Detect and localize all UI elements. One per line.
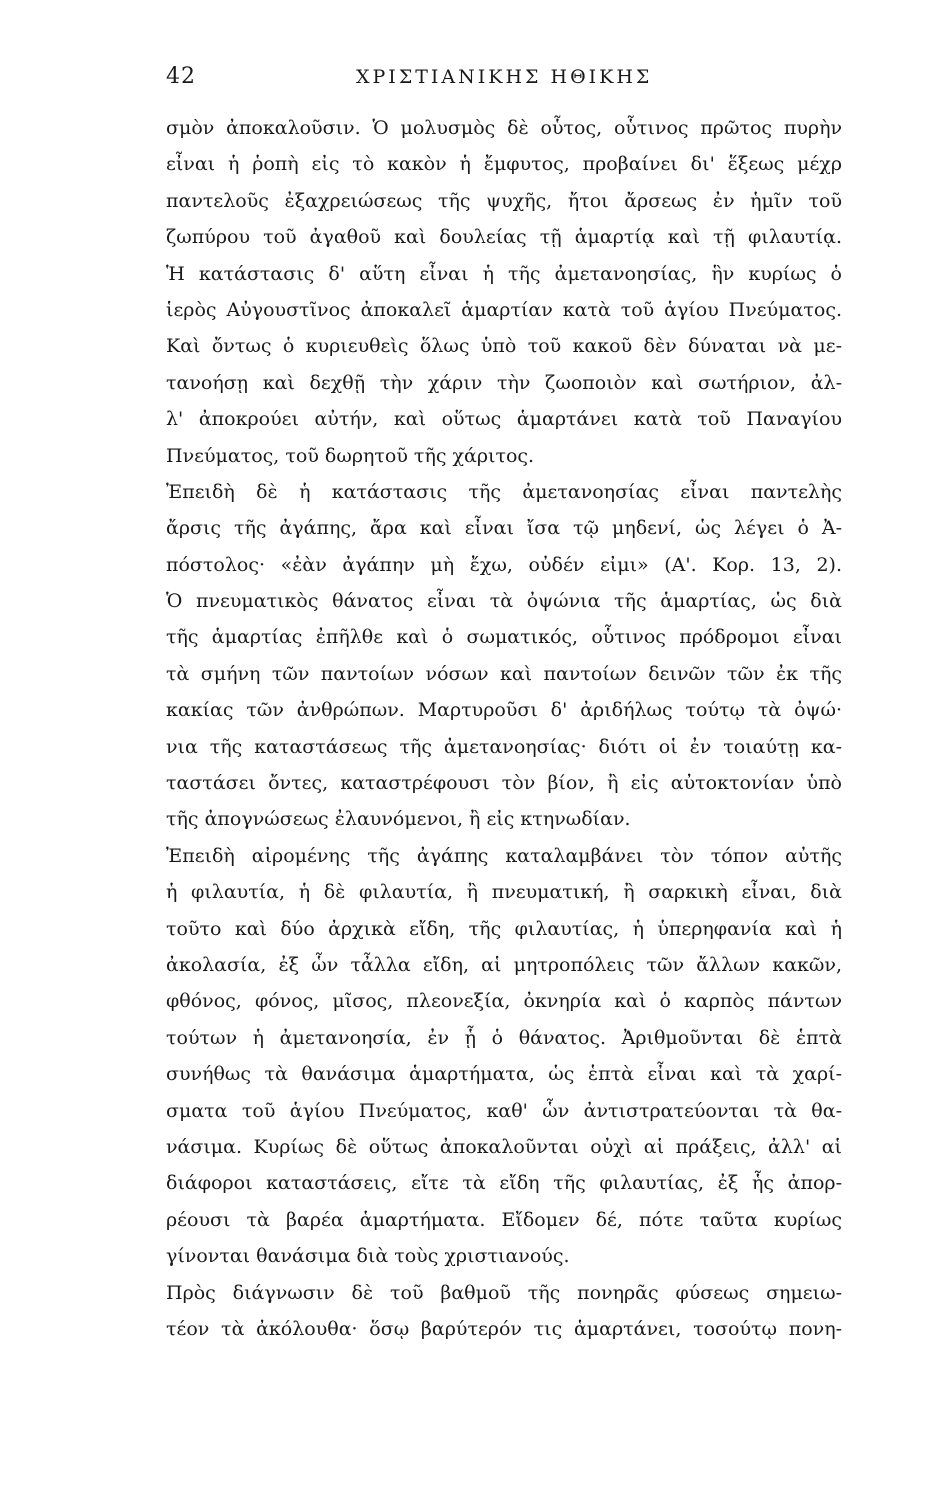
text-line: λ' ἀποκρούει αὐτήν, καὶ οὕτως ἁμαρτάνει κατὰ τοῦ Παναγίου <box>166 408 842 431</box>
text-line: Ἐπειδὴ δὲ ἡ κατάστασις τῆς ἀμετανοησίας εἶναι παντελὴς <box>166 480 842 503</box>
text-line: γίνονται θανάσιμα διὰ τοὺς χριστιανούς. <box>166 1245 570 1268</box>
text-line: σματα τοῦ ἁγίου Πνεύματος, καθ' ὧν ἀντιστρατεύονται τὰ θα- <box>166 1099 842 1122</box>
text-line: τῆς ἁμαρτίας ἐπῆλθε καὶ ὁ σωματικός, οὗτινος πρόδρομοι εἶναι <box>166 626 842 649</box>
text-line: τανοήσῃ καὶ δεχθῇ τὴν χάριν τὴν ζωοποιὸν καὶ σωτήριον, ἀλ- <box>166 371 842 394</box>
text-line: ἱερὸς Αὐγουστῖνος ἀποκαλεῖ ἁμαρτίαν κατὰ τοῦ ἁγίου Πνεύματος. <box>166 298 842 321</box>
text-line: σμὸν ἀποκαλοῦσιν. Ὁ μολυσμὸς δὲ οὗτος, οὗτινος πρῶτος πυρὴν <box>166 117 842 139</box>
page-header <box>166 64 842 94</box>
text-line: τοῦτο καὶ δύο ἀρχικὰ εἴδη, τῆς φιλαυτίας, ἡ ὑπερηφανία καὶ ἡ <box>166 917 842 940</box>
text-line: τέον τὰ ἀκόλουθα· ὅσῳ βαρύτερόν τις ἁμαρτάνει, τοσούτῳ πονη- <box>166 1317 842 1340</box>
text-line: ἄρσις τῆς ἀγάπης, ἄρα καὶ εἶναι ἴσα τῷ μηδενί, ὡς λέγει ὁ Ἀ- <box>166 517 842 540</box>
text-line: νάσιμα. Κυρίως δὲ οὕτως ἀποκαλοῦνται οὐχὶ αἱ πράξεις, ἀλλ' αἱ <box>166 1135 842 1158</box>
text-line: ἀκολασία, ἐξ ὧν τἆλλα εἴδη, αἱ μητροπόλεις τῶν ἄλλων κακῶν, <box>166 953 842 976</box>
text-line: Ἡ κατάστασις δ' αὕτη εἶναι ἡ τῆς ἀμετανοησίας, ἣν κυρίως ὁ <box>166 262 842 285</box>
text-line: συνήθως τὰ θανάσιμα ἁμαρτήματα, ὡς ἑπτὰ εἶναι καὶ τὰ χαρί- <box>166 1063 842 1086</box>
text-line: ταστάσει ὄντες, καταστρέφουσι τὸν βίον, ἢ εἰς αὐτοκτονίαν ὑπὸ <box>166 772 842 795</box>
text-line: τούτων ἡ ἀμετανοησία, ἐν ᾗ ὁ θάνατος. Ἀριθμοῦνται δὲ ἑπτὰ <box>166 1026 842 1049</box>
body-text <box>166 110 842 1347</box>
page-number: 42 <box>166 64 196 89</box>
text-line: ρέουσι τὰ βαρέα ἁμαρτήματα. Εἴδομεν δέ, πότε ταῦτα κυρίως <box>166 1208 842 1231</box>
text-line: πόστολος· «ἐὰν ἀγάπην μὴ ἔχω, οὐδέν εἰμι» (Α'. Κορ. 13, 2). <box>166 553 842 576</box>
text-line: τὰ σμήνη τῶν παντοίων νόσων καὶ παντοίων δεινῶν τῶν ἐκ τῆς <box>166 662 842 685</box>
text-line: ἡ φιλαυτία, ἡ δὲ φιλαυτία, ἢ πνευματική, ἢ σαρκικὴ εἶναι, διὰ <box>166 881 842 904</box>
text-line: φθόνος, φόνος, μῖσος, πλεονεξία, ὀκνηρία καὶ ὁ καρπὸς πάντων <box>166 990 842 1013</box>
text-line: Ὁ πνευματικὸς θάνατος εἶναι τὰ ὀψώνια τῆς ἁμαρτίας, ὡς διὰ <box>166 590 842 613</box>
text-line: Καὶ ὄντως ὁ κυριευθεὶς ὅλως ὑπὸ τοῦ κακοῦ δὲν δύναται νὰ με- <box>166 335 842 358</box>
text-line: διάφοροι καταστάσεις, εἴτε τὰ εἴδη τῆς φιλαυτίας, ἐξ ἧς ἀπορ- <box>166 1172 842 1195</box>
text-line: Ἐπειδὴ αἰρομένης τῆς ἀγάπης καταλαμβάνει τὸν τόπον αὐτῆς <box>166 844 842 867</box>
text-line: Πνεύματος, τοῦ δωρητοῦ τῆς χάριτος. <box>166 444 535 467</box>
text-line: εἶναι ἡ ῥοπὴ εἰς τὸ κακὸν ἡ ἔμφυτος, προβαίνει δι' ἕξεως μέχρ <box>166 153 842 176</box>
running-title: ΧΡΙΣΤΙΑΝΙΚΗΣ ΗΘΙΚΗΣ <box>356 66 653 88</box>
text-line: ζωπύρου τοῦ ἀγαθοῦ καὶ δουλείας τῇ ἁμαρτίᾳ καὶ τῇ φιλαυτίᾳ. <box>166 226 842 249</box>
text-line: παντελοῦς ἐξαχρειώσεως τῆς ψυχῆς, ἤτοι ἄρσεως ἐν ἡμῖν τοῦ <box>166 189 842 212</box>
text-line: κακίας τῶν ἀνθρώπων. Μαρτυροῦσι δ' ἀριδήλως τούτῳ τὰ ὀψώ· <box>166 699 842 722</box>
text-line: τῆς ἀπογνώσεως ἐλαυνόμενοι, ἢ εἰς κτηνωδίαν. <box>166 808 631 831</box>
text-line: νια τῆς καταστάσεως τῆς ἀμετανοησίας· διότι οἱ ἐν τοιαύτῃ κα- <box>166 735 842 758</box>
text-line: Πρὸς διάγνωσιν δὲ τοῦ βαθμοῦ τῆς πονηρᾶς φύσεως σημειω- <box>166 1281 842 1304</box>
